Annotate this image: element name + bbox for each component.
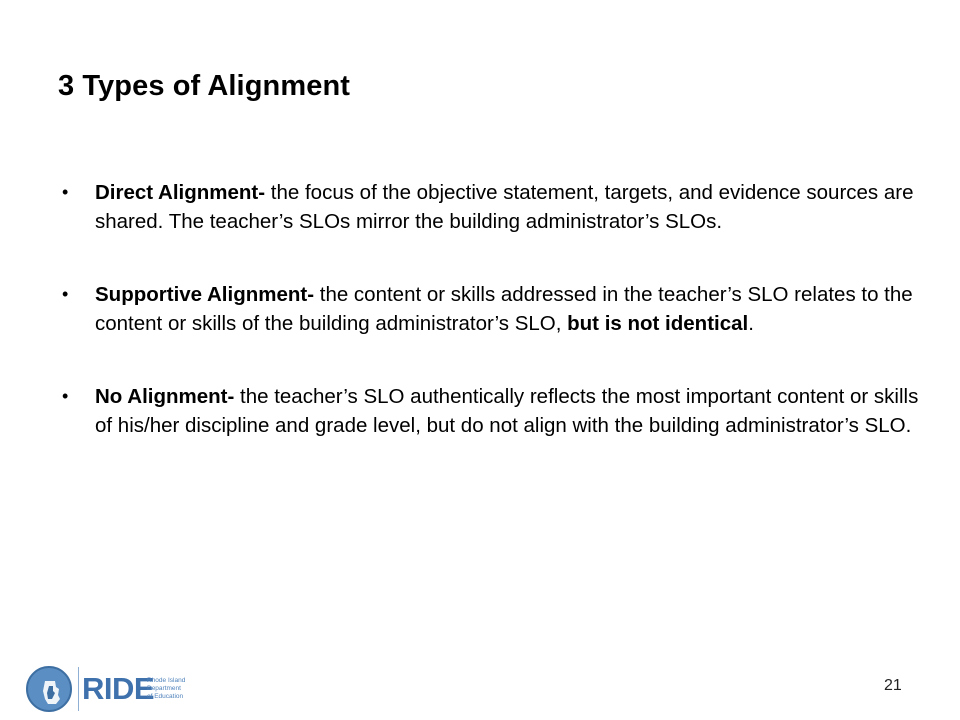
bullet-text: the teacher’s SLO authentically reflects the most important content or skills of his/her discipline and grade level, but do not align with the building administrator’s SLO. <box>95 385 919 437</box>
ride-logo <box>26 664 186 714</box>
bullet-item-direct-alignment <box>60 178 920 236</box>
bullet-term: Direct Alignment- <box>95 181 266 204</box>
logo-subtitle-line: of Education <box>147 693 184 700</box>
logo-subtitle-line: Department <box>147 685 181 692</box>
logo-subtitle <box>147 677 195 701</box>
rhode-island-seal-icon <box>26 666 72 712</box>
bullet-item-no-alignment <box>60 382 920 440</box>
logo-subtitle-line: Rhode Island <box>147 677 186 684</box>
bullet-term: Supportive Alignment- <box>95 283 315 306</box>
bullet-marker: • <box>62 386 69 406</box>
bullet-marker: • <box>62 182 69 202</box>
state-map-icon <box>36 677 66 707</box>
bullet-end: . <box>748 312 754 335</box>
bullet-text: the focus of the objective statement, targets, and evidence sources are shared. The teacher’s SLOs mirror the building administrator’s SLOs. <box>95 181 914 233</box>
bullet-term: No Alignment- <box>95 385 235 408</box>
bullet-item-supportive-alignment <box>60 280 920 338</box>
bullet-text: the content or skills addressed in the teacher’s SLO relates to the content or skills of the building administrator’s SLO, <box>95 283 913 335</box>
logo-wordmark: RIDE <box>82 671 155 706</box>
page-number: 21 <box>884 677 902 694</box>
bullet-emphasis: but is not identical <box>567 312 749 335</box>
bullet-marker: • <box>62 284 69 304</box>
bullet-list <box>60 178 920 484</box>
logo-divider <box>78 667 79 711</box>
slide-title: 3 Types of Alignment <box>58 70 351 102</box>
